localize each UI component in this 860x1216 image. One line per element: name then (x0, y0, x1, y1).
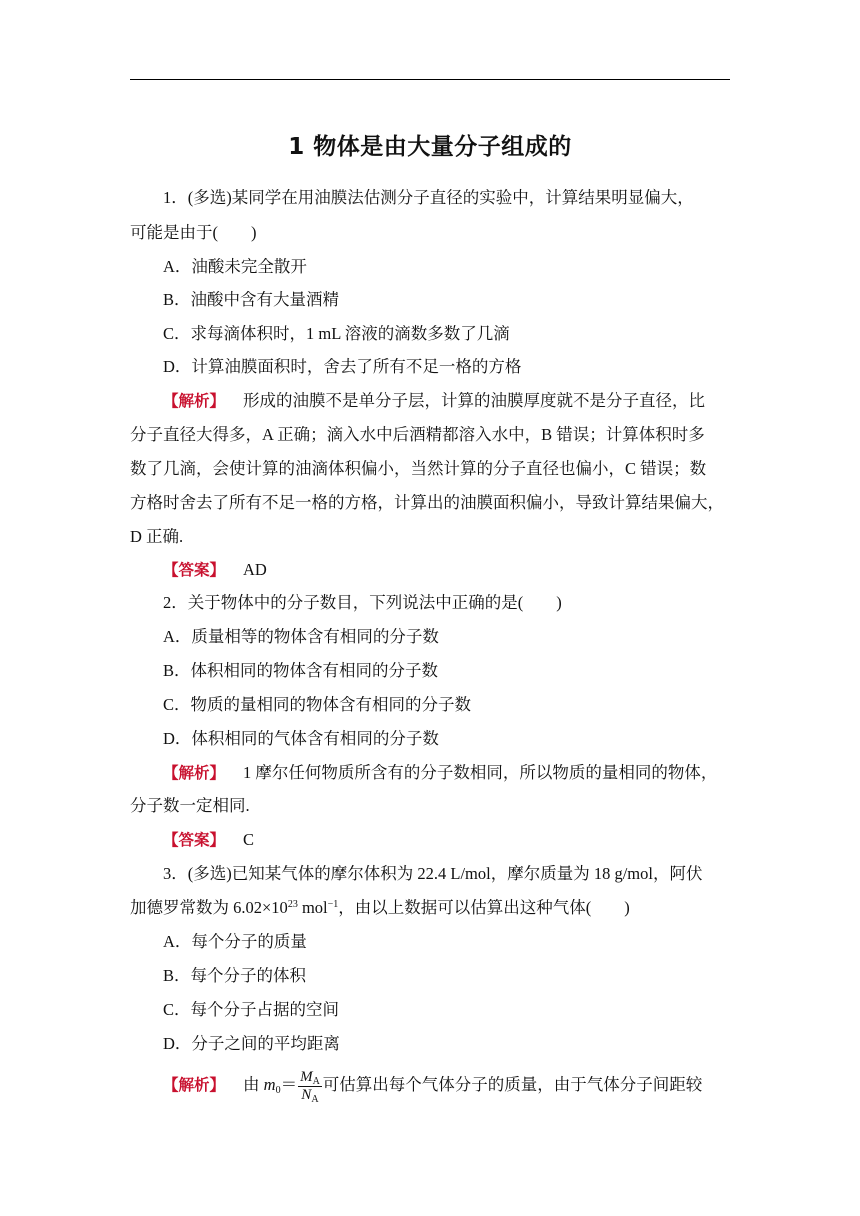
q3-analysis-part: 可估算出每个气体分子的质量，由于气体分子间距较 (322, 1075, 703, 1094)
q1-answer (163, 560, 267, 580)
answer-tag: 【答案】 (163, 561, 226, 579)
formula-subscript: 0 (275, 1085, 281, 1096)
q1-analysis-line-3: 数了几滴，会使计算的油滴体积偏小，当然计算的分子直径也偏小，C 错误；数 (130, 459, 707, 478)
q2-option-b: B．体积相同的物体含有相同的分子数 (163, 661, 439, 680)
answer-tag: 【答案】 (163, 831, 226, 849)
analysis-tag: 【解析】 (163, 1076, 226, 1094)
q1-analysis-text: 形成的油膜不是单分子层，计算的油膜厚度就不是分子直径，比 (243, 391, 706, 410)
q3-option-c: C．每个分子占据的空间 (163, 1000, 340, 1019)
q2-analysis-line-2: 分子数一定相同. (130, 796, 250, 815)
q1-option-d: D．计算油膜面积时，舍去了所有不足一格的方格 (163, 357, 522, 376)
q3-analysis-line-1 (163, 1066, 702, 1104)
q3-option-d: D．分子之间的平均距离 (163, 1034, 340, 1053)
q3-option-b: B．每个分子的体积 (163, 966, 307, 985)
q3-stem-line-1: 3．(多选)已知某气体的摩尔体积为 22.4 L/mol，摩尔质量为 18 g/mol，阿伏 (163, 864, 703, 883)
formula-fraction (298, 1069, 322, 1104)
q2-answer-value: C (243, 830, 255, 849)
exponent: 23 (287, 899, 298, 910)
analysis-tag: 【解析】 (163, 764, 226, 782)
q2-stem: 2．关于物体中的分子数目，下列说法中正确的是( ) (163, 593, 562, 612)
formula-subscript: A (311, 1093, 319, 1105)
q1-option-a: A．油酸未完全散开 (163, 257, 307, 276)
q1-analysis-line-2: 分子直径大得多，A 正确；滴入水中后酒精都溶入水中，B 错误；计算体积时多 (130, 425, 705, 444)
fraction-numerator: M (300, 1068, 313, 1085)
header-rule (130, 79, 730, 80)
q1-answer-value: AD (243, 560, 267, 579)
q1-option-c: C．求每滴体积时，1 mL 溶液的滴数多数了几滴 (163, 324, 510, 343)
page-title: 1 物体是由大量分子组成的 (288, 134, 572, 160)
fraction-denominator: N (301, 1086, 312, 1103)
q1-analysis-line-4: 方格时舍去了所有不足一格的方格，计算出的油膜面积偏小，导致计算结果偏大， (130, 493, 724, 512)
q3-stem-part: 加德罗常数为 6.02×10 (130, 898, 288, 917)
q3-option-a: A．每个分子的质量 (163, 932, 307, 951)
q2-analysis-text: 1 摩尔任何物质所含有的分子数相同，所以物质的量相同的物体， (243, 763, 718, 782)
q1-option-b: B．油酸中含有大量酒精 (163, 290, 340, 309)
q1-analysis-line-1 (163, 391, 705, 411)
q2-answer (163, 830, 254, 850)
formula-subscript: A (312, 1075, 320, 1087)
q3-stem-line-2 (130, 898, 630, 918)
q3-stem-part: mol (297, 898, 328, 917)
q3-analysis-part: 由 (243, 1075, 264, 1094)
q3-stem-part: ，由以上数据可以估算出这种气体( ) (338, 898, 630, 917)
q2-option-c: C．物质的量相同的物体含有相同的分子数 (163, 695, 472, 714)
q2-option-a: A．质量相等的物体含有相同的分子数 (163, 627, 439, 646)
formula-variable: m (263, 1075, 276, 1094)
q1-stem-line-2: 可能是由于( ) (130, 223, 257, 242)
q2-analysis-line-1 (163, 763, 717, 783)
exponent: −1 (327, 899, 339, 910)
q1-stem-line-1: 1．(多选)某同学在用油膜法估测分子直径的实验中，计算结果明显偏大， (163, 188, 694, 207)
analysis-tag: 【解析】 (163, 392, 226, 410)
q1-analysis-line-5: D 正确. (130, 527, 184, 546)
formula-equals: ＝ (280, 1075, 298, 1094)
q2-option-d: D．体积相同的气体含有相同的分子数 (163, 729, 439, 748)
